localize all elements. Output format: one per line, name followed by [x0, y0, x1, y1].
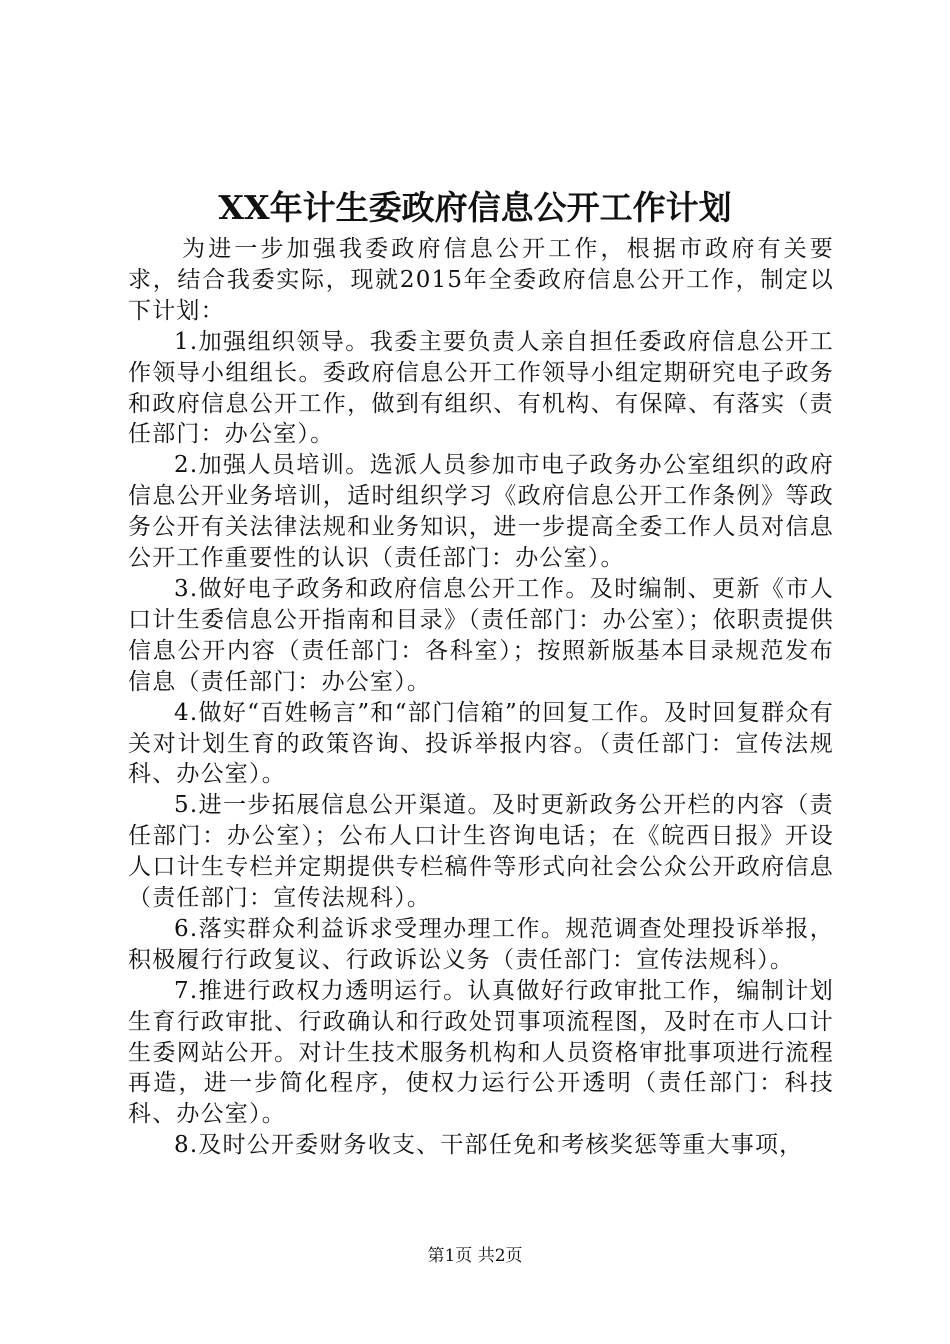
- item-paragraph-3: 3.做好电子政务和政府信息公开工作。及时编制、更新《市人口计生委信息公开指南和目录》（责任部门：办公室）；依职责提供信息公开内容（责任部门：各科室）；按照新版基本目录规范发布信息（责任部门：办公室）。: [128, 575, 834, 695]
- document-body: [128, 234, 834, 1161]
- item-paragraph-7: 7.推进行政权力透明运行。认真做好行政审批工作，编制计划生育行政审批、行政确认和行政处罚事项流程图，及时在市人口计生委网站公开。对计生技术服务机构和人员资格审批事项进行流程再造，进一步简化程序，使权力运行公开透明（责任部门：科技科、办公室）。: [128, 977, 834, 1128]
- item-paragraph-6: 6.落实群众利益诉求受理办理工作。规范调查处理投诉举报，积极履行行政复议、行政诉讼义务（责任部门：宣传法规科）。: [128, 915, 834, 973]
- item-paragraph-5: 5.进一步拓展信息公开渠道。及时更新政务公开栏的内容（责任部门：办公室）；公布人口计生咨询电话；在《皖西日报》开设人口计生专栏并定期提供专栏稿件等形式向社会公众公开政府信息（责任部门：宣传法规科）。: [128, 792, 834, 912]
- item-paragraph-2: 2.加强人员培训。选派人员参加市电子政务办公室组织的政府信息公开业务培训，适时组织学习《政府信息公开工作条例》等政务公开有关法律法规和业务知识，进一步提高全委工作人员对信息公开工作重要性的认识（责任部门：办公室）。: [128, 452, 834, 572]
- page-number-footer: 第1页 共2页: [427, 1246, 523, 1266]
- item-paragraph-4: 4.做好“百姓畅言”和“部门信箱”的回复工作。及时回复群众有关对计划生育的政策咨询、投诉举报内容。（责任部门：宣传法规科、办公室）。: [128, 699, 834, 788]
- item-paragraph-1: 1.加强组织领导。我委主要负责人亲自担任委政府信息公开工作领导小组组长。委政府信息公开工作领导小组定期研究电子政务和政府信息公开工作，做到有组织、有机构、有保障、有落实（责任部门：办公室）。: [128, 328, 834, 448]
- intro-paragraph: 为进一步加强我委政府信息公开工作，根据市政府有关要求，结合我委实际，现就2015年全委政府信息公开工作，制定以下计划：: [128, 236, 834, 324]
- document-title: XX年计生委政府信息公开工作计划: [218, 188, 732, 227]
- item-paragraph-8: 8.及时公开委财务收支、干部任免和考核奖惩等重大事项，: [174, 1132, 804, 1159]
